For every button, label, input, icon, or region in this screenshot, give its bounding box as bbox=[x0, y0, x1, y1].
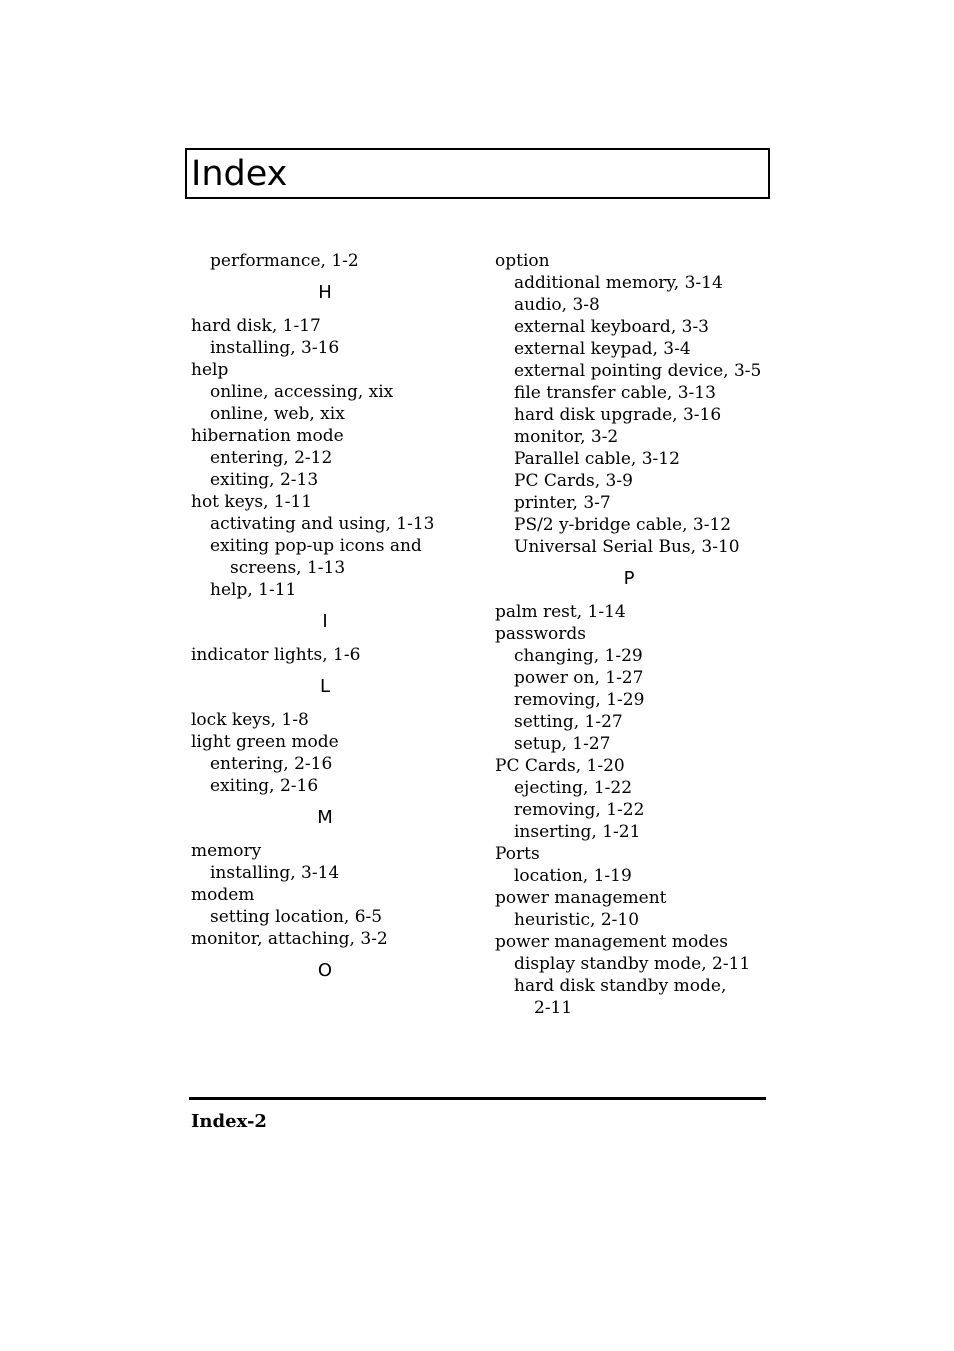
index-entry: indicator lights, 1-6 bbox=[191, 645, 361, 665]
index-subentry: help, 1-11 bbox=[210, 580, 297, 600]
index-letter-heading: O bbox=[317, 960, 333, 981]
index-subentry: 2-11 bbox=[534, 998, 573, 1018]
index-entry: memory bbox=[191, 841, 262, 861]
index-subentry: file transfer cable, 3-13 bbox=[514, 383, 716, 403]
index-subentry: activating and using, 1-13 bbox=[210, 514, 435, 534]
index-subentry: exiting, 2-16 bbox=[210, 776, 319, 796]
index-subentry: entering, 2-16 bbox=[210, 754, 333, 774]
index-subentry: display standby mode, 2-11 bbox=[514, 954, 751, 974]
index-subentry: exiting, 2-13 bbox=[210, 470, 319, 490]
index-subentry: screens, 1-13 bbox=[230, 558, 346, 578]
index-subentry: setting location, 6-5 bbox=[210, 907, 383, 927]
index-subentry: exiting pop-up icons and bbox=[210, 536, 422, 556]
index-subentry: online, web, xix bbox=[210, 404, 345, 424]
index-column-left bbox=[191, 250, 481, 993]
index-subentry: printer, 3-7 bbox=[514, 493, 611, 513]
index-subentry: setting, 1-27 bbox=[514, 712, 623, 732]
index-letter-heading: I bbox=[322, 611, 328, 632]
index-subentry: additional memory, 3-14 bbox=[514, 273, 723, 293]
index-column-right bbox=[495, 250, 770, 1019]
index-subentry: PC Cards, 3-9 bbox=[514, 471, 633, 491]
index-subentry: Parallel cable, 3-12 bbox=[514, 449, 680, 469]
index-entry: Ports bbox=[495, 844, 540, 864]
index-entry: modem bbox=[191, 885, 255, 905]
index-subentry: external keyboard, 3-3 bbox=[514, 317, 710, 337]
index-letter-heading: M bbox=[317, 807, 333, 828]
index-letter-heading: P bbox=[623, 568, 635, 589]
index-subentry: online, accessing, xix bbox=[210, 382, 394, 402]
index-entry: monitor, attaching, 3-2 bbox=[191, 929, 388, 949]
index-entry: hard disk, 1-17 bbox=[191, 316, 321, 336]
index-entry: PC Cards, 1-20 bbox=[495, 756, 625, 776]
index-subentry: hard disk standby mode, bbox=[514, 976, 727, 996]
index-letter-heading: H bbox=[318, 282, 332, 303]
index-subentry: installing, 3-14 bbox=[210, 863, 340, 883]
page-number: Index-2 bbox=[191, 1111, 267, 1132]
index-entry: hot keys, 1-11 bbox=[191, 492, 313, 512]
index-subentry: inserting, 1-21 bbox=[514, 822, 641, 842]
index-title-box bbox=[185, 148, 770, 199]
index-entry: light green mode bbox=[191, 732, 339, 752]
index-subentry: power on, 1-27 bbox=[514, 668, 644, 688]
index-subentry: ejecting, 1-22 bbox=[514, 778, 633, 798]
index-subentry: installing, 3-16 bbox=[210, 338, 340, 358]
footer-rule bbox=[189, 1097, 766, 1100]
index-subentry: Universal Serial Bus, 3-10 bbox=[514, 537, 740, 557]
index-subentry: audio, 3-8 bbox=[514, 295, 600, 315]
index-entry: passwords bbox=[495, 624, 586, 644]
index-subentry: PS/2 y-bridge cable, 3-12 bbox=[514, 515, 732, 535]
index-subentry: monitor, 3-2 bbox=[514, 427, 619, 447]
index-subentry: setup, 1-27 bbox=[514, 734, 611, 754]
index-subentry: heuristic, 2-10 bbox=[514, 910, 640, 930]
index-subentry: hard disk upgrade, 3-16 bbox=[514, 405, 722, 425]
page-title: Index bbox=[191, 154, 288, 194]
index-subentry: external keypad, 3-4 bbox=[514, 339, 691, 359]
index-letter-heading: L bbox=[319, 676, 331, 697]
index-subentry: performance, 1-2 bbox=[210, 251, 359, 271]
index-entry: help bbox=[191, 360, 229, 380]
index-subentry: removing, 1-29 bbox=[514, 690, 645, 710]
index-entry: power management modes bbox=[495, 932, 728, 952]
index-subentry: removing, 1-22 bbox=[514, 800, 645, 820]
index-entry: option bbox=[495, 251, 550, 271]
index-entry: lock keys, 1-8 bbox=[191, 710, 309, 730]
index-subentry: entering, 2-12 bbox=[210, 448, 333, 468]
index-subentry: external pointing device, 3-5 bbox=[514, 361, 762, 381]
index-subentry: changing, 1-29 bbox=[514, 646, 643, 666]
index-entry: hibernation mode bbox=[191, 426, 344, 446]
index-entry: power management bbox=[495, 888, 667, 908]
index-subentry: location, 1-19 bbox=[514, 866, 632, 886]
index-entry: palm rest, 1-14 bbox=[495, 602, 626, 622]
